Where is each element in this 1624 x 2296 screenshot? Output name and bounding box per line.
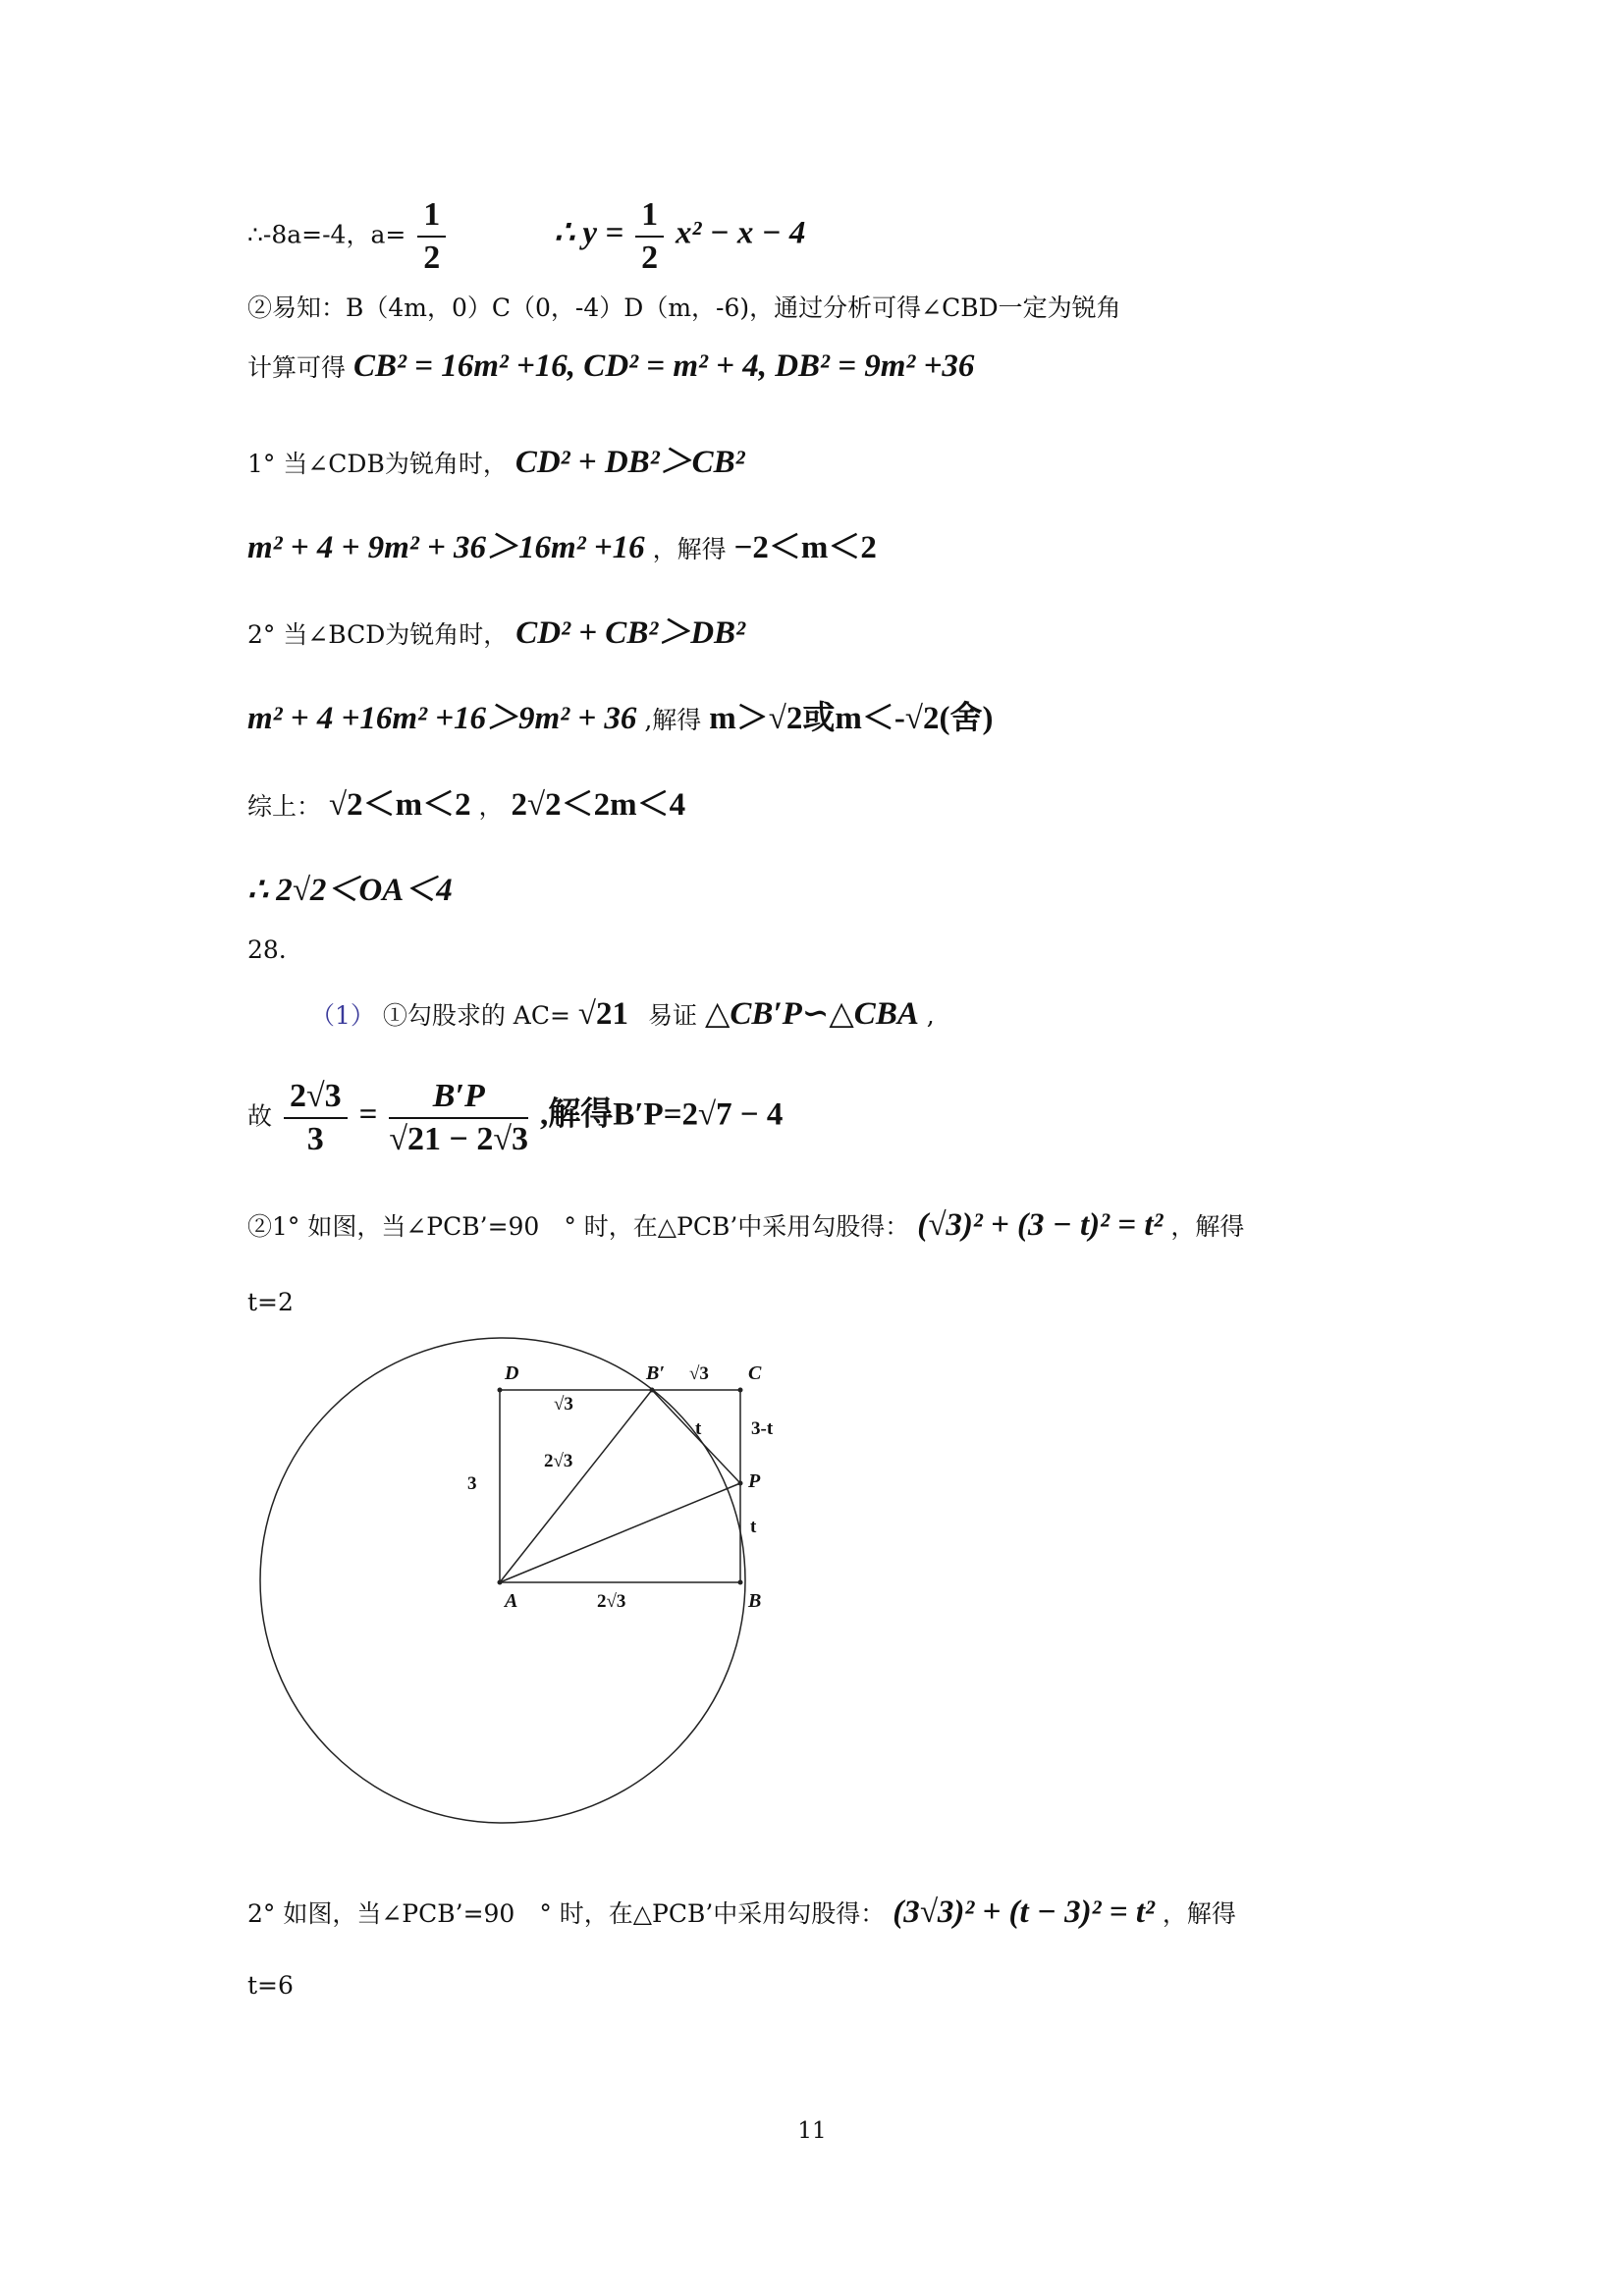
l11-text: ①勾股求的 AC=: [382, 1001, 570, 1030]
l12-text: 故: [247, 1101, 273, 1131]
line-15: [247, 1895, 1236, 1931]
l5-text: ，解得: [652, 535, 727, 563]
line-13: [247, 1207, 1244, 1244]
fraction-1: $\frac{2√3}{3}$: [284, 1078, 348, 1158]
l13-math: (√3)² + (3 − t)² = t²: [917, 1207, 1164, 1243]
segment-ABprime: [500, 1390, 652, 1582]
point-A: [498, 1580, 503, 1585]
line-8: [247, 778, 685, 825]
point-P: [738, 1481, 743, 1486]
l1-b: ∴ y =: [554, 215, 624, 251]
l11-math2: △CB′P∽△CBA: [704, 996, 919, 1032]
point-Bprime: [650, 1388, 655, 1393]
l5-result: −2＜m＜2: [733, 530, 877, 565]
line-12: [247, 1078, 783, 1158]
l8-sep: ，: [478, 792, 504, 821]
fraction-y: $\frac{1}{2}$: [635, 196, 664, 277]
page-number: 11: [797, 2118, 827, 2144]
l13-text: ②1° 如图，当∠PCB’=90 ° 时，在△PCB’中采用勾股得：: [247, 1212, 910, 1241]
segment-AP: [500, 1483, 740, 1582]
len-AD: 3: [467, 1473, 477, 1494]
line-11: [310, 993, 935, 1033]
l8-text: 综上：: [247, 792, 322, 821]
geometry-figure: [245, 1330, 795, 1841]
l15-text: 2° 如图，当∠PCB’=90 ° 时，在△PCB’中采用勾股得：: [247, 1899, 886, 1928]
l2-text: ②易知：B（4m，0）C（0，-4）D（m，-6)，通过分析可得∠CBD一定为锐角: [247, 294, 1121, 322]
label-P: P: [748, 1470, 761, 1492]
fraction-2: $\frac{B'P}{√21 - 2√3}$: [389, 1078, 529, 1157]
line-10: [247, 935, 287, 964]
l5-math: m² + 4 + 9m² + 36＞16m² +16: [247, 530, 645, 565]
len-ABprime: 2√3: [544, 1451, 573, 1471]
l6-math: CD² + CB²＞DB²: [515, 615, 745, 651]
line-4: [247, 436, 745, 482]
line-16: [247, 1971, 294, 2000]
line-6: [247, 607, 745, 653]
line-7: [247, 692, 993, 738]
l1-c: x² − x − 4: [676, 215, 806, 251]
l12-result: ,解得B′P=2√7 − 4: [540, 1096, 784, 1133]
label-C: C: [748, 1362, 762, 1384]
l8-math2: 2√2＜2m＜4: [511, 787, 686, 823]
l13-end: ，解得: [1170, 1212, 1245, 1241]
l16-text: t=6: [247, 1971, 294, 2000]
l11-math1: √21: [577, 996, 629, 1032]
point-B: [738, 1580, 743, 1585]
label-A: A: [505, 1590, 518, 1612]
line-1: [247, 196, 805, 277]
l3-text: 计算可得: [247, 353, 347, 382]
len-BprimeP: t: [695, 1418, 702, 1439]
line-5: [247, 521, 877, 567]
len-PB: t: [750, 1517, 757, 1537]
l1-a: ∴-8a=-4，a=: [247, 220, 406, 249]
l4-math: CD² + DB²＞CB²: [514, 445, 745, 480]
l7-text: ,解得: [644, 706, 702, 734]
l9-math: ∴ 2√2＜OA＜4: [247, 873, 453, 908]
l4-text: 1° 当∠CDB为锐角时，: [247, 450, 508, 478]
l15-end: ，解得: [1162, 1899, 1236, 1928]
label-B: B: [748, 1590, 762, 1612]
l6-text: 2° 当∠BCD为锐角时，: [247, 620, 509, 649]
label-D: D: [505, 1362, 519, 1384]
l11-text2: 易证: [647, 1001, 697, 1030]
len-AB: 2√3: [597, 1591, 626, 1612]
point-D: [498, 1388, 503, 1393]
point-C: [738, 1388, 743, 1393]
l11-end: ,: [926, 1001, 935, 1030]
line-9: [247, 864, 453, 910]
line-3: [247, 348, 974, 385]
len-CP: 3-t: [751, 1418, 774, 1439]
question-number: 28.: [247, 935, 287, 964]
len-DBprime: √3: [554, 1394, 573, 1415]
l14-text: t=2: [247, 1288, 294, 1316]
l7-result: m＞√2或m＜-√2(舍): [709, 701, 994, 736]
l12-eq: =: [358, 1096, 378, 1133]
len-BprimeC: √3: [689, 1363, 709, 1384]
l7-math: m² + 4 +16m² +16＞9m² + 36: [247, 701, 637, 736]
l15-math: (3√3)² + (t − 3)² = t²: [893, 1895, 1155, 1930]
l11-num: （1）: [310, 1001, 375, 1030]
label-Bprime: B′: [646, 1362, 665, 1384]
l8-math1: √2＜m＜2: [328, 787, 471, 823]
l3-math: CB² = 16m² +16, CD² = m² + 4, DB² = 9m² +36: [352, 348, 975, 384]
line-14: [247, 1288, 294, 1316]
fraction-a: $\frac{1}{2}$: [417, 196, 446, 277]
line-2: [247, 289, 1121, 324]
